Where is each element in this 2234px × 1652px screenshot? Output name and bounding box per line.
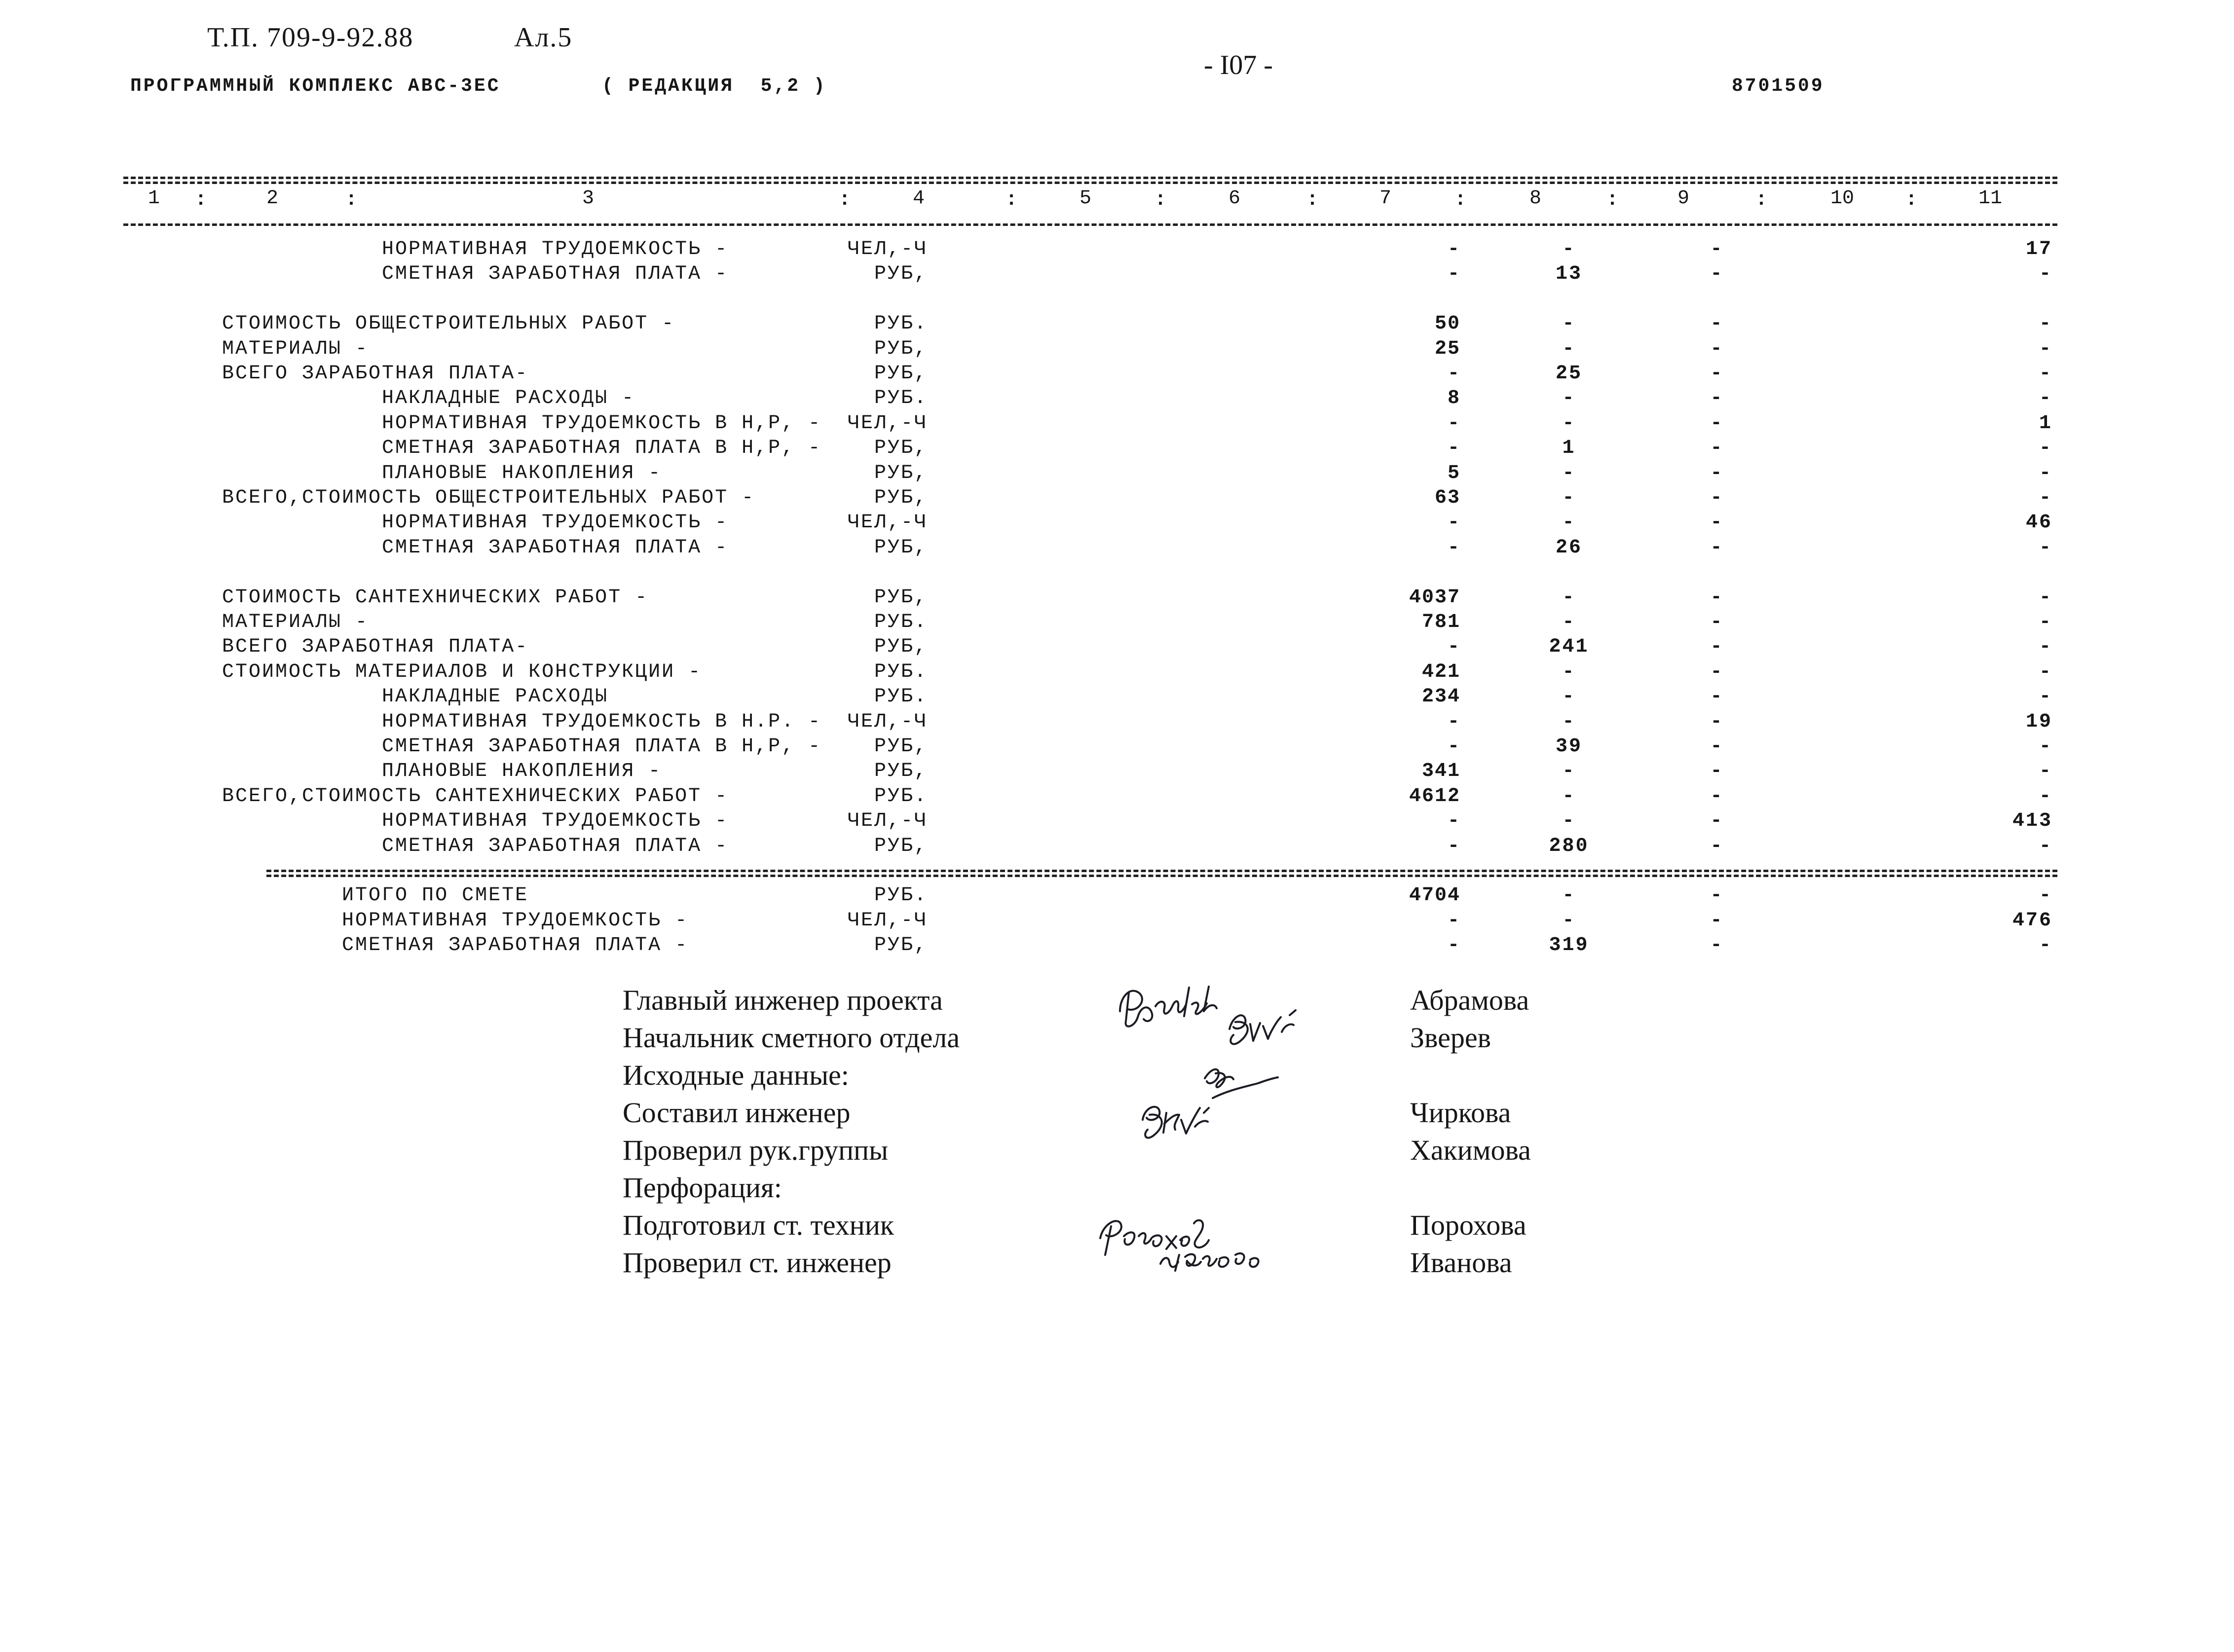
value-col-8: - (1562, 387, 1576, 410)
value-col-11: - (2039, 735, 2052, 758)
row-unit: РУБ, (848, 487, 928, 509)
value-col-7: 341 (1421, 760, 1460, 783)
value-col-7: - (1447, 238, 1460, 260)
row-label: СМЕТНАЯ ЗАРАБОТНАЯ ПЛАТА В Н,Р, - (222, 735, 822, 758)
row-label: ВСЕГО,СТОИМОСТЬ САНТЕХНИЧЕСКИХ РАБОТ - (222, 785, 729, 808)
program-edition: ( РЕДАКЦИЯ 5,2 ) (602, 75, 827, 97)
value-col-9: - (1710, 586, 1724, 609)
value-col-7: 421 (1421, 661, 1460, 683)
value-col-8: - (1562, 785, 1576, 808)
value-col-9: - (1710, 437, 1724, 460)
value-col-7: 25 (1434, 337, 1460, 360)
table-row (0, 611, 2234, 635)
value-col-7: - (1447, 536, 1460, 559)
row-label: ПЛАНОВЫЕ НАКОПЛЕНИЯ - (222, 760, 662, 783)
value-col-11: - (2039, 536, 2052, 559)
value-col-9: - (1710, 810, 1724, 833)
column-separator: : (1606, 189, 1619, 211)
value-col-8: - (1562, 238, 1576, 260)
column-number: 1 (148, 187, 160, 210)
row-label: НОРМАТИВНАЯ ТРУДОЕМКОСТЬ В Н.Р. - (222, 710, 822, 733)
signature-porokhov (1100, 1220, 1209, 1255)
row-label: СТОИМОСТЬ ОБЩЕСТРОИТЕЛЬНЫХ РАБОТ - (222, 313, 675, 335)
value-col-11: - (2039, 313, 2052, 335)
row-label: НОРМАТИВНАЯ ТРУДОЕМКОСТЬ В Н,Р, - (222, 412, 822, 435)
row-unit: РУБ. (848, 884, 928, 907)
total-rule (266, 870, 2057, 872)
table-row (0, 710, 2234, 735)
value-col-8: 25 (1555, 363, 1582, 385)
value-col-8: - (1562, 412, 1576, 435)
row-label: СМЕТНАЯ ЗАРАБОТНАЯ ПЛАТА - (222, 835, 729, 857)
value-col-8: - (1562, 884, 1576, 907)
column-separator: : (1005, 189, 1018, 211)
value-col-9: - (1710, 462, 1724, 484)
value-col-8: 1 (1562, 437, 1576, 460)
handwritten-signatures (1046, 957, 1342, 1273)
column-separator: : (1154, 189, 1167, 211)
value-col-8: - (1562, 611, 1576, 633)
value-col-9: - (1710, 313, 1724, 335)
column-separator: : (195, 189, 207, 211)
row-label: СТОИМОСТЬ САНТЕХНИЧЕСКИХ РАБОТ - (222, 586, 649, 609)
row-unit: РУБ, (848, 536, 928, 559)
row-label: СТОИМОСТЬ МАТЕРИАЛОВ И КОНСТРУКЦИИ - (222, 661, 702, 683)
value-col-11: - (2039, 686, 2052, 708)
value-col-11: 476 (2012, 909, 2052, 932)
row-unit: РУБ. (848, 611, 928, 633)
signoff-role: Перфорация: (623, 1172, 782, 1204)
value-col-11: - (2039, 611, 2052, 633)
value-col-7: 63 (1434, 487, 1460, 509)
signature-khakimova (1143, 1107, 1209, 1138)
value-col-9: - (1710, 536, 1724, 559)
column-number: 10 (1830, 187, 1855, 210)
column-number: 11 (1978, 187, 2003, 210)
row-unit: РУБ. (848, 686, 928, 708)
signoff-role: Проверил рук.группы (623, 1134, 889, 1166)
row-unit: РУБ, (848, 337, 928, 360)
value-col-11: - (2039, 263, 2052, 286)
value-col-11: - (2039, 437, 2052, 460)
value-col-8: - (1562, 337, 1576, 360)
row-unit: ЧЕЛ,-Ч (848, 710, 928, 733)
signoff-role: Исходные данные: (623, 1059, 849, 1091)
value-col-8: - (1562, 760, 1576, 783)
value-col-8: - (1562, 313, 1576, 335)
row-label: ИТОГО ПО СМЕТЕ (222, 884, 529, 907)
value-col-11: - (2039, 661, 2052, 683)
column-number: 8 (1529, 187, 1542, 210)
table-row (0, 262, 2234, 287)
column-separator: : (839, 189, 851, 211)
row-label: СМЕТНАЯ ЗАРАБОТНАЯ ПЛАТА В Н,Р, - (222, 437, 822, 460)
value-col-8: 280 (1549, 835, 1589, 857)
value-col-8: - (1562, 810, 1576, 833)
value-col-9: - (1710, 636, 1724, 659)
value-col-9: - (1710, 263, 1724, 286)
value-col-9: - (1710, 884, 1724, 907)
document-reference: Т.П. 709-9-92.88 (207, 22, 414, 53)
table-row (0, 909, 2234, 934)
row-label: СМЕТНАЯ ЗАРАБОТНАЯ ПЛАТА - (222, 934, 689, 957)
value-col-9: - (1710, 611, 1724, 633)
value-col-9: - (1710, 487, 1724, 509)
value-col-9: - (1710, 785, 1724, 808)
table-row (0, 561, 2234, 586)
table-row (0, 412, 2234, 437)
value-col-9: - (1710, 710, 1724, 733)
value-col-11: - (2039, 636, 2052, 659)
table-row (0, 486, 2234, 511)
signoff-role: Подготовил ст. техник (623, 1209, 894, 1241)
value-col-11: 1 (2039, 412, 2052, 435)
column-number: 6 (1229, 187, 1241, 210)
value-col-9: - (1710, 512, 1724, 534)
value-col-8: 26 (1555, 536, 1582, 559)
value-col-9: - (1710, 835, 1724, 857)
value-col-7: - (1447, 835, 1460, 857)
signoff-name: Зверев (1410, 1022, 1491, 1054)
row-label: НОРМАТИВНАЯ ТРУДОЕМКОСТЬ - (222, 810, 729, 833)
signoff-role: Главный инженер проекта (623, 984, 943, 1016)
value-col-8: 319 (1549, 934, 1589, 957)
value-col-7: - (1447, 735, 1460, 758)
row-label: МАТЕРИАЛЫ - (222, 337, 369, 360)
value-col-11: - (2039, 462, 2052, 484)
value-col-11: - (2039, 487, 2052, 509)
value-col-8: 241 (1549, 636, 1589, 659)
column-number: 2 (266, 187, 279, 210)
value-col-7: 781 (1421, 611, 1460, 633)
album-number: Ал.5 (514, 22, 573, 53)
signature-chirkova (1205, 1069, 1278, 1098)
value-col-7: 4704 (1409, 884, 1460, 907)
value-col-8: - (1562, 586, 1576, 609)
value-col-9: - (1710, 238, 1724, 260)
table-row (0, 387, 2234, 411)
value-col-7: - (1447, 263, 1460, 286)
value-col-9: - (1710, 337, 1724, 360)
row-unit: РУБ, (848, 760, 928, 783)
value-col-7: 4612 (1409, 785, 1460, 808)
value-col-7: - (1447, 810, 1460, 833)
value-col-8: - (1562, 661, 1576, 683)
row-label: НАКЛАДНЫЕ РАСХОДЫ (222, 686, 609, 708)
value-col-7: - (1447, 412, 1460, 435)
value-col-11: 19 (2025, 710, 2052, 733)
value-col-7: - (1447, 710, 1460, 733)
table-row (0, 462, 2234, 486)
column-separator: : (1755, 189, 1768, 211)
row-unit: РУБ, (848, 735, 928, 758)
row-label: НАКЛАДНЫЕ РАСХОДЫ - (222, 387, 635, 410)
value-col-11: - (2039, 934, 2052, 957)
signature-zverev (1229, 1010, 1296, 1044)
value-col-11: - (2039, 785, 2052, 808)
value-col-7: - (1447, 363, 1460, 385)
value-col-7: 4037 (1409, 586, 1460, 609)
row-label: ВСЕГО ЗАРАБОТНАЯ ПЛАТА- (222, 363, 529, 385)
value-col-9: - (1710, 909, 1724, 932)
row-unit: РУБ, (848, 636, 928, 659)
value-col-11: - (2039, 337, 2052, 360)
row-label: ВСЕГО ЗАРАБОТНАЯ ПЛАТА- (222, 636, 529, 659)
value-col-7: - (1447, 437, 1460, 460)
row-unit: ЧЕЛ,-Ч (848, 512, 928, 534)
value-col-9: - (1710, 412, 1724, 435)
signature-abramova (1120, 987, 1217, 1027)
value-col-7: - (1447, 512, 1460, 534)
table-row (0, 835, 2234, 859)
row-unit: РУБ, (848, 263, 928, 286)
row-label: СМЕТНАЯ ЗАРАБОТНАЯ ПЛАТА - (222, 536, 729, 559)
row-unit: РУБ, (848, 462, 928, 484)
value-col-8: - (1562, 487, 1576, 509)
table-row (0, 635, 2234, 660)
row-unit: РУБ. (848, 313, 928, 335)
value-col-8: - (1562, 909, 1576, 932)
signoff-name: Чиркова (1410, 1097, 1511, 1129)
table-row (0, 809, 2234, 834)
signoff-name: Хакимова (1410, 1134, 1531, 1166)
row-label: НОРМАТИВНАЯ ТРУДОЕМКОСТЬ - (222, 238, 729, 260)
signoff-role: Составил инженер (623, 1097, 851, 1129)
table-row (0, 661, 2234, 685)
value-col-7: 234 (1421, 686, 1460, 708)
row-unit: РУБ, (848, 363, 928, 385)
table-row (0, 362, 2234, 387)
row-unit: РУБ. (848, 387, 928, 410)
table-row (0, 760, 2234, 784)
value-col-9: - (1710, 934, 1724, 957)
column-separator: : (1306, 189, 1319, 211)
table-row (0, 437, 2234, 461)
row-unit: РУБ. (848, 785, 928, 808)
signoff-role: Начальник сметного отдела (623, 1022, 960, 1054)
row-label: СМЕТНАЯ ЗАРАБОТНАЯ ПЛАТА - (222, 263, 729, 286)
column-separator: : (345, 189, 358, 211)
table-row (0, 735, 2234, 760)
column-number: 7 (1379, 187, 1392, 210)
row-label: ПЛАНОВЫЕ НАКОПЛЕНИЯ - (222, 462, 662, 484)
value-col-8: - (1562, 710, 1576, 733)
row-unit: РУБ. (848, 661, 928, 683)
table-row (0, 934, 2234, 958)
table-row (0, 785, 2234, 809)
value-col-7: 8 (1447, 387, 1460, 410)
value-col-11: - (2039, 835, 2052, 857)
column-number: 4 (913, 187, 925, 210)
value-col-8: - (1562, 512, 1576, 534)
value-col-9: - (1710, 735, 1724, 758)
value-col-7: - (1447, 934, 1460, 957)
row-unit: РУБ, (848, 934, 928, 957)
row-label: ВСЕГО,СТОИМОСТЬ ОБЩЕСТРОИТЕЛЬНЫХ РАБОТ - (222, 487, 755, 509)
table-row (0, 586, 2234, 611)
row-unit: ЧЕЛ,-Ч (848, 238, 928, 260)
value-col-8: - (1562, 686, 1576, 708)
value-col-8: - (1562, 462, 1576, 484)
table-row (0, 238, 2234, 262)
signoff-name: Иванова (1410, 1247, 1512, 1279)
value-col-11: - (2039, 387, 2052, 410)
row-label: МАТЕРИАЛЫ - (222, 611, 369, 633)
row-unit: РУБ, (848, 835, 928, 857)
table-row (0, 288, 2234, 312)
value-col-9: - (1710, 363, 1724, 385)
value-col-9: - (1710, 686, 1724, 708)
signature-ivanova (1160, 1253, 1259, 1271)
column-separator: : (1454, 189, 1467, 211)
row-unit: ЧЕЛ,-Ч (848, 909, 928, 932)
row-unit: РУБ, (848, 437, 928, 460)
row-unit: ЧЕЛ,-Ч (848, 412, 928, 435)
table-row (0, 685, 2234, 710)
value-col-11: - (2039, 760, 2052, 783)
row-label: НОРМАТИВНАЯ ТРУДОЕМКОСТЬ - (222, 512, 729, 534)
table-row (0, 312, 2234, 337)
row-label: НОРМАТИВНАЯ ТРУДОЕМКОСТЬ - (222, 909, 689, 932)
value-col-11: 46 (2025, 512, 2052, 534)
document-code: 8701509 (1732, 75, 1824, 97)
row-unit: ЧЕЛ,-Ч (848, 810, 928, 833)
table-row (0, 337, 2234, 362)
value-col-11: - (2039, 884, 2052, 907)
value-col-9: - (1710, 760, 1724, 783)
value-col-7: - (1447, 636, 1460, 659)
value-col-8: 13 (1555, 263, 1582, 286)
row-unit: РУБ, (848, 586, 928, 609)
column-separator: : (1905, 189, 1918, 211)
value-col-9: - (1710, 387, 1724, 410)
table-row (0, 536, 2234, 561)
value-col-9: - (1710, 661, 1724, 683)
value-col-8: 39 (1555, 735, 1582, 758)
value-col-11: - (2039, 363, 2052, 385)
value-col-7: 5 (1447, 462, 1460, 484)
table-row (0, 511, 2234, 536)
column-number: 5 (1080, 187, 1092, 210)
signoff-role: Проверил ст. инженер (623, 1247, 892, 1279)
value-col-11: - (2039, 586, 2052, 609)
column-number: 9 (1677, 187, 1690, 210)
table-row (0, 884, 2234, 909)
value-col-11: 413 (2012, 810, 2052, 833)
signoff-name: Абрамова (1410, 984, 1529, 1016)
program-name: ПРОГРАММНЫЙ КОМПЛЕКС АВС-3ЕС (130, 75, 501, 97)
value-col-7: 50 (1434, 313, 1460, 335)
total-rule-2 (266, 875, 2057, 877)
value-col-11: 17 (2025, 238, 2052, 260)
signoff-name: Порохова (1410, 1209, 1527, 1241)
value-col-7: - (1447, 909, 1460, 932)
page-number: - I07 - (1204, 50, 1273, 80)
column-number: 3 (582, 187, 595, 210)
